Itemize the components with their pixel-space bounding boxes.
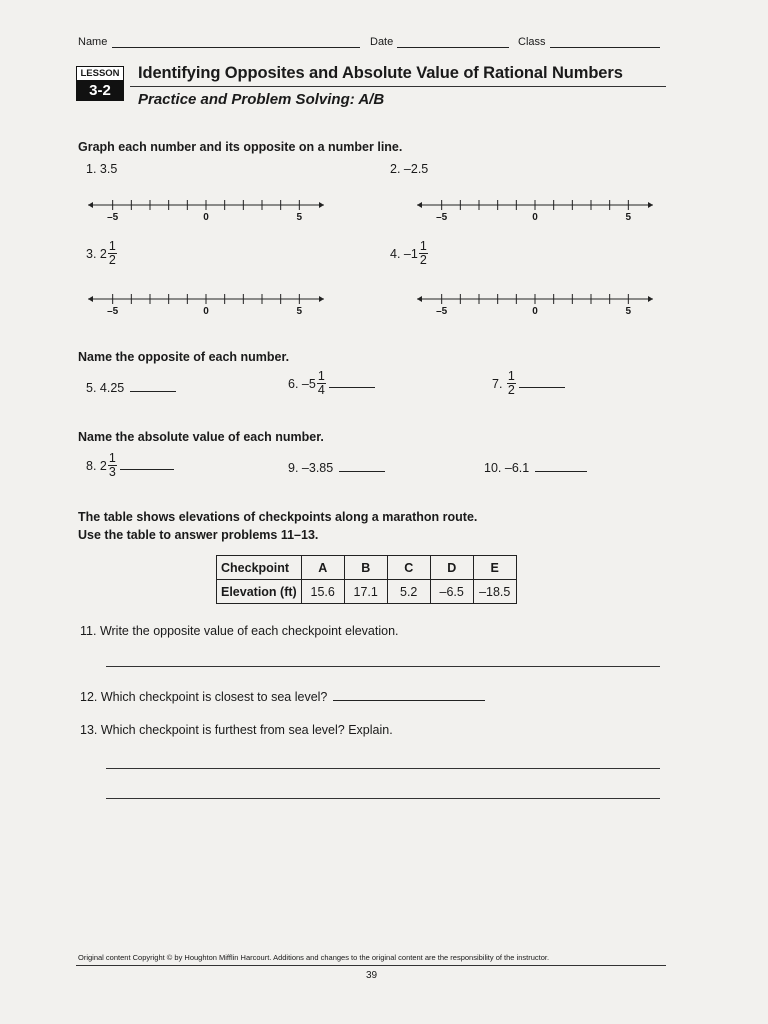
problem-number: 1. bbox=[86, 162, 97, 176]
question-text: Which checkpoint is closest to sea level? bbox=[100, 690, 328, 704]
section2-instruction: Name the opposite of each number. bbox=[78, 350, 290, 364]
lesson-badge bbox=[76, 66, 124, 101]
title-divider bbox=[130, 86, 666, 87]
left-arrow-icon bbox=[88, 296, 93, 302]
problem-number: 10. bbox=[484, 461, 502, 475]
mixed-whole: 2 bbox=[99, 458, 107, 473]
number-line-label: 5 bbox=[625, 212, 632, 223]
date-field[interactable] bbox=[397, 47, 509, 48]
table-cell: B bbox=[344, 556, 387, 580]
lesson-badge-label: LESSON bbox=[76, 66, 124, 81]
problem-6 bbox=[288, 370, 375, 397]
answer-blank[interactable] bbox=[535, 471, 587, 472]
answer-line-11[interactable] bbox=[106, 666, 660, 667]
right-arrow-icon bbox=[648, 202, 653, 208]
fraction bbox=[419, 240, 428, 267]
row-header-elevation: Elevation (ft) bbox=[217, 580, 302, 604]
answer-blank[interactable] bbox=[339, 471, 385, 472]
question-text: Which checkpoint is furthest from sea level? Explain. bbox=[100, 723, 393, 737]
question-11 bbox=[80, 624, 399, 638]
problem-value: 3.5 bbox=[99, 162, 118, 176]
problem-1 bbox=[86, 162, 117, 176]
problem-number: 7. bbox=[492, 376, 503, 391]
fraction-denominator: 2 bbox=[507, 383, 515, 397]
answer-blank[interactable] bbox=[329, 387, 375, 388]
row-header-checkpoint: Checkpoint bbox=[217, 556, 302, 580]
problem-9 bbox=[288, 461, 385, 475]
problem-value: 4.25 bbox=[99, 381, 125, 395]
problem-number: 8. bbox=[86, 458, 97, 473]
question-13 bbox=[80, 723, 393, 737]
table-cell: 15.6 bbox=[301, 580, 344, 604]
mixed-whole: 2 bbox=[99, 246, 107, 261]
left-arrow-icon bbox=[417, 296, 422, 302]
fraction-denominator: 2 bbox=[108, 253, 116, 267]
section4-instruction-line2: Use the table to answer problems 11–13. bbox=[78, 528, 319, 542]
fraction-numerator: 1 bbox=[317, 369, 325, 383]
problem-3 bbox=[86, 240, 118, 267]
fraction bbox=[317, 370, 326, 397]
mixed-whole: –1 bbox=[403, 246, 418, 261]
date-label: Date bbox=[370, 36, 394, 48]
problem-4 bbox=[390, 240, 429, 267]
table-cell: D bbox=[430, 556, 473, 580]
fraction-denominator: 4 bbox=[317, 383, 325, 397]
question-number: 12. bbox=[80, 690, 98, 704]
answer-line-13b[interactable] bbox=[106, 798, 660, 799]
number-line-label: –5 bbox=[107, 212, 119, 223]
number-line-label: 0 bbox=[203, 212, 209, 223]
question-number: 11. bbox=[80, 624, 97, 638]
left-arrow-icon bbox=[88, 202, 93, 208]
table-row bbox=[217, 556, 517, 580]
problem-number: 5. bbox=[86, 381, 97, 395]
problem-10 bbox=[484, 461, 587, 475]
problem-number: 4. bbox=[390, 246, 401, 261]
fraction-numerator: 1 bbox=[419, 239, 427, 253]
number-line-svg bbox=[415, 198, 655, 212]
problem-value: –6.1 bbox=[504, 461, 530, 475]
problem-5 bbox=[86, 381, 176, 395]
number-line-label: 5 bbox=[625, 306, 632, 317]
number-line-svg bbox=[86, 292, 326, 306]
footer-divider bbox=[76, 965, 666, 966]
fraction bbox=[108, 452, 117, 479]
class-field[interactable] bbox=[550, 47, 660, 48]
number-line-label: –5 bbox=[107, 306, 119, 317]
number-line-label: 5 bbox=[296, 306, 303, 317]
fraction-numerator: 1 bbox=[507, 369, 515, 383]
problem-number: 6. bbox=[288, 376, 299, 391]
number-line-4[interactable] bbox=[415, 292, 655, 320]
copyright-notice: Original content Copyright © by Houghton Mifflin Harcourt. Additions and changes to the original content are the responsibility of the instructor. bbox=[78, 953, 550, 962]
table-cell: 5.2 bbox=[387, 580, 430, 604]
answer-blank[interactable] bbox=[519, 387, 565, 388]
table-cell: –18.5 bbox=[473, 580, 516, 604]
mixed-whole: –5 bbox=[301, 376, 316, 391]
problem-8 bbox=[86, 452, 174, 479]
section1-instruction: Graph each number and its opposite on a number line. bbox=[78, 140, 403, 154]
section3-instruction: Name the absolute value of each number. bbox=[78, 430, 324, 444]
fraction-denominator: 3 bbox=[108, 465, 116, 479]
lesson-number: 3-2 bbox=[76, 81, 124, 101]
question-number: 13. bbox=[80, 723, 98, 737]
table-cell: E bbox=[473, 556, 516, 580]
number-line-3[interactable] bbox=[86, 292, 326, 320]
number-line-label: –5 bbox=[436, 212, 448, 223]
fraction-denominator: 2 bbox=[419, 253, 427, 267]
table-cell: 17.1 bbox=[344, 580, 387, 604]
answer-line-13a[interactable] bbox=[106, 768, 660, 769]
number-line-label: 0 bbox=[532, 212, 538, 223]
section4-instruction-line1: The table shows elevations of checkpoints along a marathon route. bbox=[78, 510, 478, 524]
fraction bbox=[108, 240, 117, 267]
problem-value: –2.5 bbox=[403, 162, 429, 176]
number-line-label: 5 bbox=[296, 212, 303, 223]
table-cell: –6.5 bbox=[430, 580, 473, 604]
problem-number: 9. bbox=[288, 461, 299, 475]
number-line-label: 0 bbox=[532, 306, 538, 317]
number-line-label: –5 bbox=[436, 306, 448, 317]
right-arrow-icon bbox=[648, 296, 653, 302]
right-arrow-icon bbox=[319, 296, 324, 302]
number-line-2[interactable] bbox=[415, 198, 655, 226]
fraction-numerator: 1 bbox=[108, 451, 116, 465]
table-cell: A bbox=[301, 556, 344, 580]
problem-number: 3. bbox=[86, 246, 97, 261]
name-field[interactable] bbox=[112, 47, 360, 48]
elevation-table bbox=[216, 555, 517, 604]
fraction-numerator: 1 bbox=[108, 239, 116, 253]
table-row bbox=[217, 580, 517, 604]
number-line-svg bbox=[415, 292, 655, 306]
table-cell: C bbox=[387, 556, 430, 580]
page-number: 39 bbox=[366, 970, 378, 981]
answer-blank-12[interactable] bbox=[333, 700, 485, 701]
left-arrow-icon bbox=[417, 202, 422, 208]
question-12 bbox=[80, 690, 485, 704]
problem-value: –3.85 bbox=[301, 461, 334, 475]
answer-blank[interactable] bbox=[120, 469, 174, 470]
page-subtitle: Practice and Problem Solving: A/B bbox=[138, 91, 385, 108]
problem-number: 2. bbox=[390, 162, 401, 176]
name-label: Name bbox=[78, 36, 108, 48]
right-arrow-icon bbox=[319, 202, 324, 208]
problem-2 bbox=[390, 162, 428, 176]
page-title: Identifying Opposites and Absolute Value of Rational Numbers bbox=[138, 64, 623, 82]
fraction bbox=[507, 370, 516, 397]
number-line-label: 0 bbox=[203, 306, 209, 317]
problem-7 bbox=[492, 370, 565, 397]
number-line-1[interactable] bbox=[86, 198, 326, 226]
number-line-svg bbox=[86, 198, 326, 212]
answer-blank[interactable] bbox=[130, 391, 176, 392]
class-label: Class bbox=[518, 36, 546, 48]
question-text: Write the opposite value of each checkpoint elevation. bbox=[99, 624, 399, 638]
